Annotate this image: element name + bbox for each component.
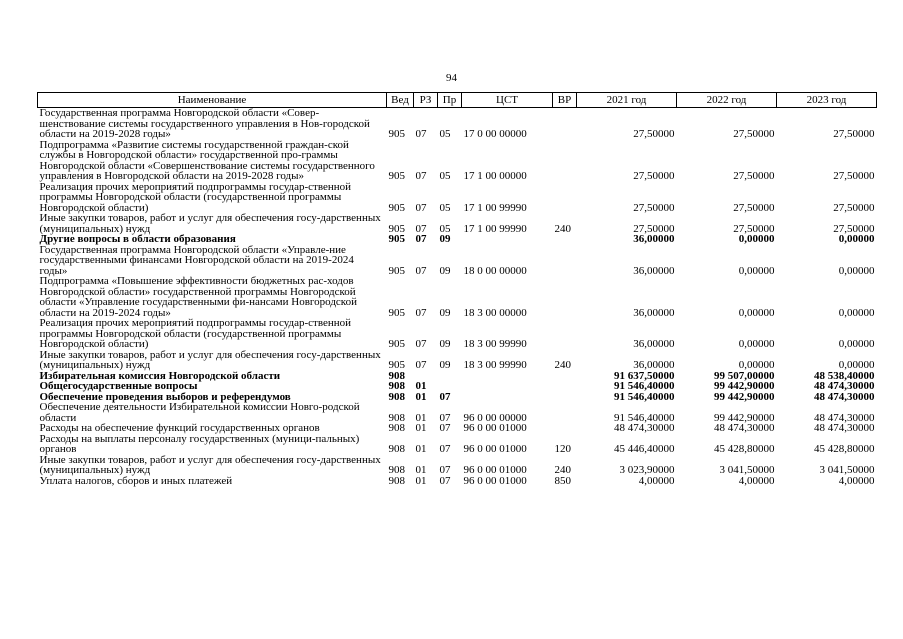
row-pr: 05 xyxy=(439,170,451,182)
row-amount-2023: 0,00000 xyxy=(838,338,875,350)
row-vr: 240 xyxy=(554,222,571,235)
row-pr: 09 xyxy=(439,264,451,277)
row-amount-2022: 4,00000 xyxy=(738,474,775,487)
row-ved: 908 xyxy=(388,422,405,434)
row-name: Расходы на выплаты персоналу государственных (муници-пальных) органов xyxy=(39,432,360,455)
row-amount-2021: 36,00000 xyxy=(633,338,675,350)
row-cst xyxy=(462,234,553,245)
row-amount-2022: 48 474,30000 xyxy=(714,422,775,434)
header-cst: ЦСТ xyxy=(462,93,553,108)
header-pr: Пр xyxy=(438,93,462,108)
row-pr: 05 xyxy=(439,201,451,214)
row-amount-2023: 0,00000 xyxy=(838,264,875,277)
table-row xyxy=(38,213,877,234)
table-row xyxy=(38,476,877,487)
row-cst: 17 1 00 99990 xyxy=(463,222,527,235)
header-2022: 2022 год xyxy=(677,93,777,108)
row-rz: 01 xyxy=(415,443,427,455)
row-vr xyxy=(553,108,577,140)
row-amount-2023: 0,00000 xyxy=(838,233,875,245)
row-amount-2022: 99 442,90000 xyxy=(714,380,775,392)
header-2023: 2023 год xyxy=(777,93,877,108)
row-ved: 905 xyxy=(388,338,405,350)
row-cst: 96 0 00 01000 xyxy=(463,464,527,476)
row-ved: 905 xyxy=(388,306,405,319)
row-rz: 07 xyxy=(415,359,427,371)
row-rz: 07 xyxy=(415,306,427,319)
row-rz: 01 xyxy=(415,380,427,392)
row-amount-2023: 0,00000 xyxy=(838,359,875,371)
row-amount-2021: 3 023,90000 xyxy=(619,464,675,476)
row-name: Иные закупки товаров, работ и услуг для обеспечения госу-дарственных (муниципальных) нужд xyxy=(39,453,381,476)
row-amount-2022: 0,00000 xyxy=(738,306,775,319)
row-ved: 908 xyxy=(388,380,405,392)
row-cst: 96 0 00 00000 xyxy=(463,411,527,424)
table-header xyxy=(38,93,877,108)
row-amount-2021: 36,00000 xyxy=(633,306,675,319)
page-number: 94 xyxy=(446,72,457,84)
row-name: Государственная программа Новгородской области «Совер-шенствование системы государственного управления в Нов-городской области на 2019-2028 годы» xyxy=(39,107,370,140)
row-pr: 05 xyxy=(439,222,451,235)
row-name: Реализация прочих мероприятий подпрограммы государ-ственной программы Новгородской области (государственной программы Новгородской области) xyxy=(39,180,352,214)
row-amount-2023: 27,50000 xyxy=(833,201,875,214)
row-name: Расходы на обеспечение функций государственных органов xyxy=(39,422,320,434)
row-amount-2022: 0,00000 xyxy=(738,233,775,245)
row-pr: 05 xyxy=(439,128,451,140)
row-vr xyxy=(553,318,577,350)
row-cst: 96 0 00 01000 xyxy=(463,422,527,434)
row-ved: 908 xyxy=(388,390,405,403)
row-amount-2021: 91 546,40000 xyxy=(614,411,675,424)
row-amount-2022: 3 041,50000 xyxy=(719,464,775,476)
table-body xyxy=(38,108,877,487)
row-pr: 09 xyxy=(439,338,451,350)
row-vr: 120 xyxy=(554,443,571,455)
row-amount-2021: 48 474,30000 xyxy=(614,422,675,434)
row-cst: 18 0 00 00000 xyxy=(463,264,527,277)
row-amount-2022: 27,50000 xyxy=(733,222,775,235)
row-amount-2021: 4,00000 xyxy=(638,474,675,487)
row-pr xyxy=(438,371,462,382)
table-row xyxy=(38,381,877,392)
table-row xyxy=(38,350,877,371)
row-name: Обеспечение проведения выборов и референдумов xyxy=(39,390,291,403)
row-ved: 905 xyxy=(388,233,405,245)
row-pr: 07 xyxy=(439,443,451,455)
row-cst: 18 3 00 99990 xyxy=(463,359,527,371)
row-rz: 01 xyxy=(415,422,427,434)
row-cst: 18 3 00 00000 xyxy=(463,306,527,319)
row-vr: 240 xyxy=(554,464,571,476)
row-ved: 908 xyxy=(388,411,405,424)
row-amount-2021: 91 546,40000 xyxy=(614,390,675,403)
row-ved: 905 xyxy=(388,222,405,235)
row-pr: 07 xyxy=(439,464,451,476)
row-vr xyxy=(553,371,577,382)
row-amount-2023: 3 041,50000 xyxy=(819,464,875,476)
row-pr: 09 xyxy=(439,359,451,371)
row-amount-2022: 0,00000 xyxy=(738,359,775,371)
row-vr: 240 xyxy=(554,359,571,371)
row-pr: 07 xyxy=(439,411,451,424)
row-amount-2021: 27,50000 xyxy=(633,222,675,235)
row-ved: 908 xyxy=(388,464,405,476)
row-name: Уплата налогов, сборов и иных платежей xyxy=(39,474,233,487)
row-name: Реализация прочих мероприятий подпрограммы государ-ственной программы Новгородской области (государственной программы Новгородской области) xyxy=(39,317,352,350)
row-ved: 908 xyxy=(388,474,405,487)
header-ved: Вед xyxy=(387,93,414,108)
row-amount-2022: 27,50000 xyxy=(733,201,775,214)
row-amount-2021: 27,50000 xyxy=(633,128,675,140)
budget-table xyxy=(37,92,877,486)
row-vr xyxy=(553,392,577,403)
row-name: Другие вопросы в области образования xyxy=(39,233,236,245)
row-rz: 07 xyxy=(415,170,427,182)
row-rz: 07 xyxy=(415,201,427,214)
table-row xyxy=(38,140,877,182)
row-amount-2023: 0,00000 xyxy=(838,306,875,319)
row-cst: 17 0 00 00000 xyxy=(463,128,527,140)
row-vr xyxy=(553,423,577,434)
row-amount-2021: 36,00000 xyxy=(633,233,675,245)
row-name: Подпрограмма «Повышение эффективности бюджетных рас-ходов Новгородской области» государственной программы Новгородской области «Управление государственными фи-нансами Новгородской области на 2019-2024 годы» xyxy=(39,275,357,319)
row-cst: 17 1 00 00000 xyxy=(463,170,527,182)
row-vr xyxy=(553,276,577,318)
row-vr xyxy=(553,402,577,423)
row-rz: 01 xyxy=(415,464,427,476)
row-name: Иные закупки товаров, работ и услуг для обеспечения госу-дарственных (муниципальных) нужд xyxy=(39,212,381,235)
row-amount-2021: 91 546,40000 xyxy=(614,380,675,392)
row-amount-2022: 27,50000 xyxy=(733,170,775,182)
row-ved: 905 xyxy=(388,170,405,182)
row-ved: 908 xyxy=(388,369,405,382)
row-cst xyxy=(462,381,553,392)
row-vr xyxy=(553,140,577,182)
table-row xyxy=(38,234,877,245)
row-ved: 905 xyxy=(388,359,405,371)
table-row xyxy=(38,434,877,455)
table-row xyxy=(38,455,877,476)
row-amount-2023: 48 474,30000 xyxy=(814,390,875,403)
row-amount-2023: 48 474,30000 xyxy=(814,411,875,424)
row-amount-2023: 4,00000 xyxy=(838,474,875,487)
row-vr xyxy=(553,234,577,245)
row-amount-2022: 45 428,80000 xyxy=(714,443,775,455)
header-rz: РЗ xyxy=(414,93,438,108)
row-amount-2022: 99 442,90000 xyxy=(714,411,775,424)
row-pr: 07 xyxy=(439,390,451,403)
row-amount-2021: 36,00000 xyxy=(633,359,675,371)
row-rz: 07 xyxy=(415,338,427,350)
header-2021: 2021 год xyxy=(577,93,677,108)
row-amount-2021: 27,50000 xyxy=(633,201,675,214)
row-rz: 01 xyxy=(415,390,427,403)
header-vr: ВР xyxy=(553,93,577,108)
table-row xyxy=(38,423,877,434)
row-amount-2022: 0,00000 xyxy=(738,264,775,277)
row-rz: 07 xyxy=(415,222,427,235)
row-amount-2023: 27,50000 xyxy=(833,222,875,235)
row-amount-2022: 27,50000 xyxy=(733,128,775,140)
row-vr xyxy=(553,381,577,392)
row-pr: 09 xyxy=(439,306,451,319)
row-ved: 905 xyxy=(388,264,405,277)
row-amount-2023: 48 474,30000 xyxy=(814,380,875,392)
row-amount-2023: 27,50000 xyxy=(833,128,875,140)
row-amount-2023: 45 428,80000 xyxy=(814,443,875,455)
row-amount-2022: 99 507,00000 xyxy=(714,369,775,382)
row-vr: 850 xyxy=(554,474,571,487)
row-pr: 09 xyxy=(439,233,451,245)
row-pr xyxy=(438,381,462,392)
row-vr xyxy=(553,245,577,277)
row-amount-2023: 48 474,30000 xyxy=(814,422,875,434)
table-row xyxy=(38,402,877,423)
row-amount-2021: 45 446,40000 xyxy=(614,443,675,455)
row-ved: 905 xyxy=(388,128,405,140)
row-amount-2022: 0,00000 xyxy=(738,338,775,350)
row-cst: 96 0 00 01000 xyxy=(463,443,527,455)
row-amount-2021: 91 637,50000 xyxy=(614,369,675,382)
row-amount-2023: 48 538,40000 xyxy=(814,369,875,382)
table-row xyxy=(38,276,877,318)
table-row xyxy=(38,318,877,350)
row-rz: 07 xyxy=(415,233,427,245)
row-name: Общегосударственные вопросы xyxy=(39,380,198,392)
row-cst: 17 1 00 99990 xyxy=(463,201,527,214)
row-cst xyxy=(462,392,553,403)
row-rz: 07 xyxy=(415,264,427,277)
row-name: Иные закупки товаров, работ и услуг для обеспечения госу-дарственных (муниципальных) нужд xyxy=(39,348,381,371)
row-name: Подпрограмма «Развитие системы государственной граждан-ской службы в Новгородской области» государственной про-граммы Новгородской области «Совершенствование системы государственного управления в Новгородской области на 2019-2028 годы» xyxy=(39,138,375,182)
row-amount-2021: 36,00000 xyxy=(633,264,675,277)
row-rz: 01 xyxy=(415,411,427,424)
table-row xyxy=(38,182,877,214)
row-ved: 908 xyxy=(388,443,405,455)
row-name: Избирательная комиссия Новгородской области xyxy=(39,369,281,382)
row-rz: 07 xyxy=(415,128,427,140)
table-row xyxy=(38,245,877,277)
row-name: Обеспечение деятельности Избирательной комиссии Новго-родской области xyxy=(39,401,360,424)
row-name: Государственная программа Новгородской области «Управле-ние государственными финансами Новгородской области на 2019-2024 годы» xyxy=(39,243,354,277)
row-rz: 01 xyxy=(415,474,427,487)
table-row xyxy=(38,108,877,140)
row-pr: 07 xyxy=(439,422,451,434)
header-name: Наименование xyxy=(38,93,387,108)
row-pr: 07 xyxy=(439,474,451,487)
row-cst: 18 3 00 99990 xyxy=(463,338,527,350)
row-amount-2022: 99 442,90000 xyxy=(714,390,775,403)
row-amount-2023: 27,50000 xyxy=(833,170,875,182)
row-cst: 96 0 00 01000 xyxy=(463,474,527,487)
row-cst xyxy=(462,371,553,382)
row-ved: 905 xyxy=(388,201,405,214)
row-vr xyxy=(553,182,577,214)
row-amount-2021: 27,50000 xyxy=(633,170,675,182)
